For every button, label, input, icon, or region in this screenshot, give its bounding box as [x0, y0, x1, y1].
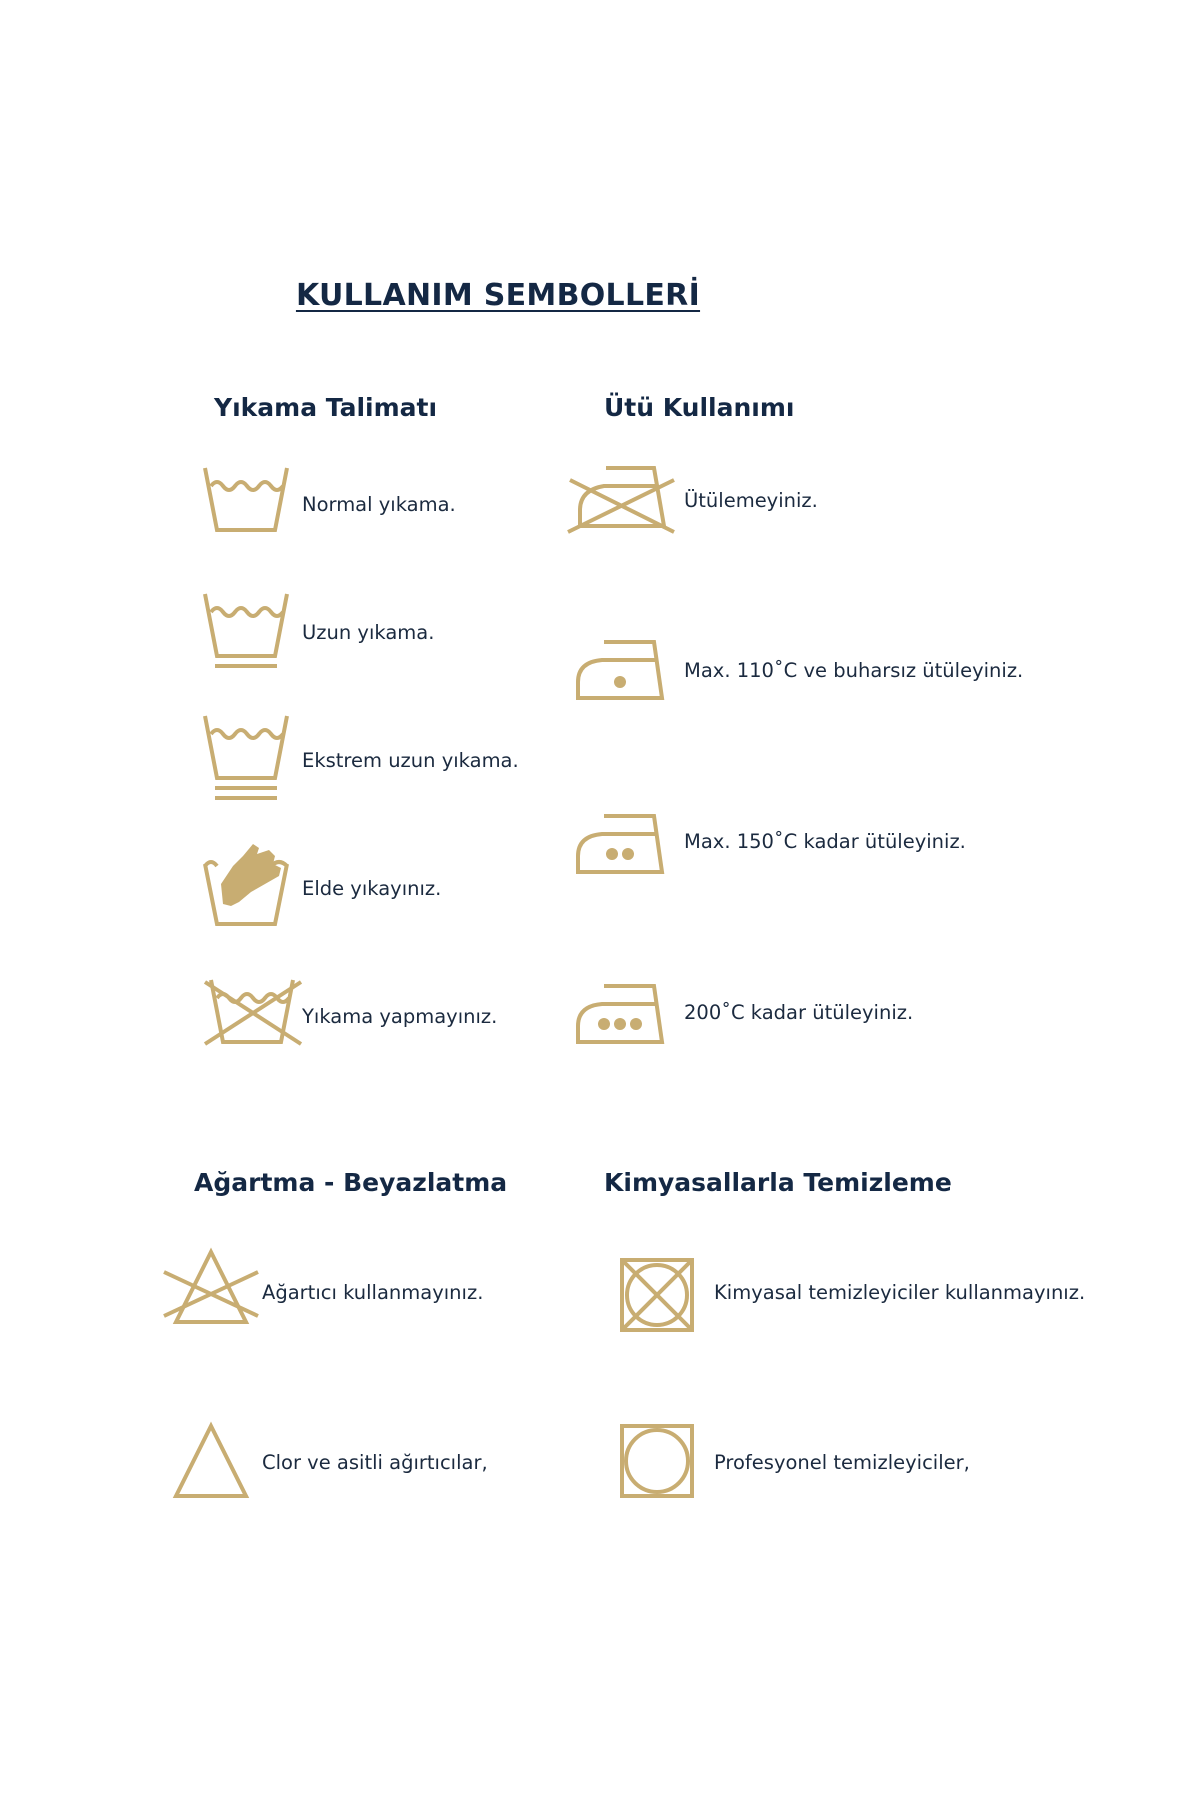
do-not-wash-icon [203, 978, 303, 1046]
page-title: KULLANIM SEMBOLLERİ [295, 278, 701, 313]
iron-110-label: Max. 110˚C ve buharsız ütüleyiniz. [684, 659, 1024, 682]
iron-none-label: Ütülemeyiniz. [684, 489, 818, 512]
wash-hand-label: Elde yıkayınız. [302, 877, 442, 900]
wash-extreme-label: Ekstrem uzun yıkama. [302, 749, 519, 772]
do-not-bleach-icon [160, 1248, 262, 1328]
ironing-heading: Ütü Kullanımı [604, 393, 795, 422]
professional-cleaning-icon [620, 1424, 694, 1498]
do-not-iron-icon [566, 464, 678, 536]
wash-tub-two-bars-icon [203, 714, 289, 802]
iron-one-dot-icon [576, 640, 666, 702]
iron-three-dots-icon [576, 984, 666, 1046]
bleaching-heading: Ağartma - Beyazlatma [194, 1168, 508, 1197]
wash-tub-one-bar-icon [203, 592, 289, 670]
wash-none-label: Yıkama yapmayınız. [302, 1005, 498, 1028]
iron-150-label: Max. 150˚C kadar ütüleyiniz. [684, 830, 966, 853]
do-not-dry-clean-icon [620, 1258, 694, 1332]
dry-clean-none-label: Kimyasal temizleyiciler kullanmayınız. [714, 1281, 1086, 1304]
iron-200-label: 200˚C kadar ütüleyiniz. [684, 1001, 914, 1024]
iron-two-dots-icon [576, 814, 666, 876]
professional-cleaning-label: Profesyonel temizleyiciler, [714, 1451, 970, 1474]
dry-cleaning-heading: Kimyasallarla Temizleme [604, 1168, 952, 1197]
bleach-none-label: Ağartıcı kullanmayınız. [262, 1281, 484, 1304]
hand-wash-icon [203, 842, 289, 928]
wash-tub-icon [203, 466, 289, 534]
bleach-triangle-label: Clor ve asitli ağırtıcılar, [262, 1451, 488, 1474]
wash-normal-label: Normal yıkama. [302, 493, 456, 516]
washing-heading: Yıkama Talimatı [214, 393, 438, 422]
wash-long-label: Uzun yıkama. [302, 621, 435, 644]
bleach-triangle-icon [172, 1422, 250, 1500]
